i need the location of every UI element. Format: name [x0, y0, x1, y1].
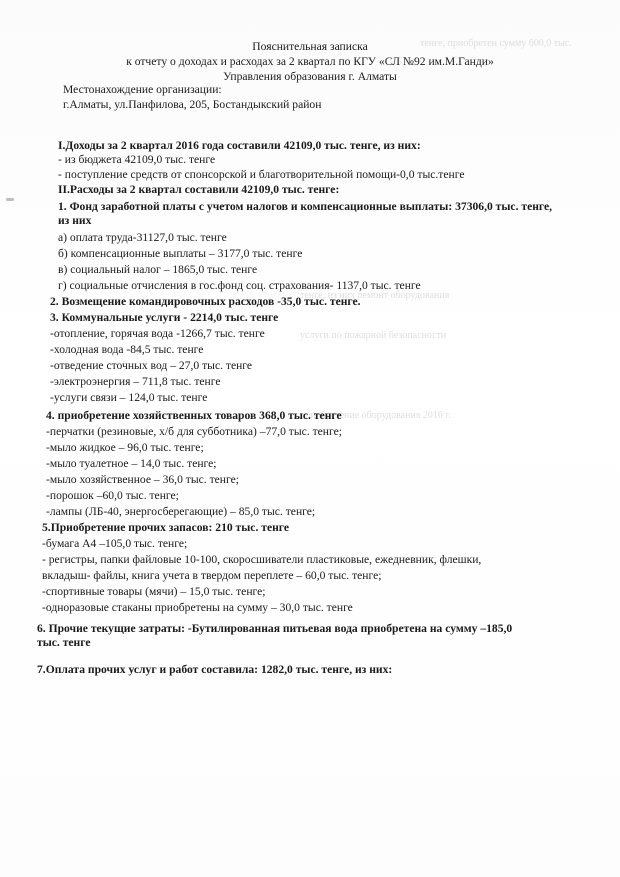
section-1-heading: 1. Фонд заработной платы с учетом налогов и компенсационные выплаты: 37306,0 тыс. тенге, [58, 200, 553, 213]
section-4-item: -порошок –60,0 тыс. тенге; [46, 489, 179, 502]
section-3-item: -электроэнергия – 711,8 тыс. тенге [50, 375, 221, 388]
scan-mark [6, 198, 14, 201]
section-4-item: -мыло хозяйственное – 36,0 тыс. тенге; [46, 473, 239, 486]
expenses-heading: II.Расходы за 2 квартал составили 42109,0 тыс. тенге: [58, 183, 340, 196]
section-1-item: а) оплата труда-31127,0 тыс. тенге [58, 231, 227, 244]
section-5-item: -спортивные товары (мячи) – 15,0 тыс. тенге; [42, 585, 266, 598]
section-4-item: -лампы (ЛБ-40, энергосберегающие) – 85,0 тыс. тенге; [46, 505, 316, 518]
section-3-heading: 3. Коммунальные услуги - 2214,0 тыс. тенге [50, 311, 279, 324]
section-5-item: - регистры, папки файловые 10-100, скоросшиватели пластиковые, ежедневник, флешки, [42, 553, 482, 566]
section-5-item: -одноразовые стаканы приобретены на сумму – 30,0 тыс. тенге [42, 601, 353, 614]
section-1-heading-cont: из них [58, 214, 92, 227]
income-heading: I.Доходы за 2 квартал 2016 года составили 42109,0 тыс. тенге, из них: [58, 139, 421, 152]
section-1-item: г) социальные отчисления в гос.фонд соц. страхования- 1137,0 тыс. тенге [58, 279, 421, 292]
document-title: Пояснительная записка [252, 40, 368, 53]
section-5-item: вкладыш- файлы, книга учета в твердом переплете – 60,0 тыс. тенге; [42, 569, 382, 582]
section-1-item: в) социальный налог – 1865,0 тыс. тенге [58, 263, 258, 276]
section-4-heading: 4. приобретение хозяйственных товаров 368,0 тыс. тенге [46, 409, 342, 422]
section-4-item: -перчатки (резиновые, х/б для субботника) –77,0 тыс. тенге; [46, 425, 342, 438]
bleed-through-text: услуги по пожарной безопасности [300, 330, 447, 341]
section-5-item: -бумага А4 –105,0 тыс. тенге; [42, 537, 188, 550]
income-item: - поступление средств от спонсорской и благотворительной помощи-0,0 тыс.тенге [58, 168, 465, 181]
income-item: - из бюджета 42109,0 тыс. тенге [58, 153, 216, 166]
document-subtitle: к отчету о доходах и расходах за 2 квартал по КГУ «СЛ №92 им.М.Ганди» [126, 55, 494, 68]
location-label: Местонахождение организации: [63, 83, 222, 96]
location-address: г.Алматы, ул.Панфилова, 205, Бостандыкский район [63, 98, 322, 111]
bleed-through-text: приобретение оборудования 2016 г. [300, 410, 451, 421]
section-4-item: -мыло туалетное – 14,0 тыс. тенге; [46, 457, 217, 470]
section-3-item: -отопление, горячая вода -1266,7 тыс. тенге [50, 327, 265, 340]
section-2-heading: 2. Возмещение командировочных расходов -35,0 тыс. тенге. [50, 295, 361, 308]
section-5-heading: 5.Приобретение прочих запасов: 210 тыс. тенге [42, 521, 290, 534]
section-6-heading: 6. Прочие текущие затраты: -Бутилированная питьевая вода приобретена на сумму –185,0 [37, 622, 513, 635]
section-6-heading-cont: тыс. тенге [37, 636, 91, 649]
section-7-heading: 7.Оплата прочих услуг и работ составила: 1282,0 тыс. тенге, из них: [37, 663, 393, 676]
section-3-item: -отведение сточных вод – 27,0 тыс. тенге [50, 359, 253, 372]
section-3-item: -услуги связи – 124,0 тыс. тенге [50, 391, 208, 404]
bleed-through-text: тенге, из них ремонт оборудования [300, 290, 450, 301]
bleed-through-text: тенге, приобретен сумму 600,0 тыс. [420, 38, 572, 49]
section-3-item: -холодная вода -84,5 тыс. тенге [50, 343, 204, 356]
section-4-item: -мыло жидкое – 96,0 тыс. тенге; [46, 441, 204, 454]
department-name: Управления образования г. Алматы [223, 70, 397, 83]
section-1-item: б) компенсационные выплаты – 3177,0 тыс. тенге [58, 247, 303, 260]
